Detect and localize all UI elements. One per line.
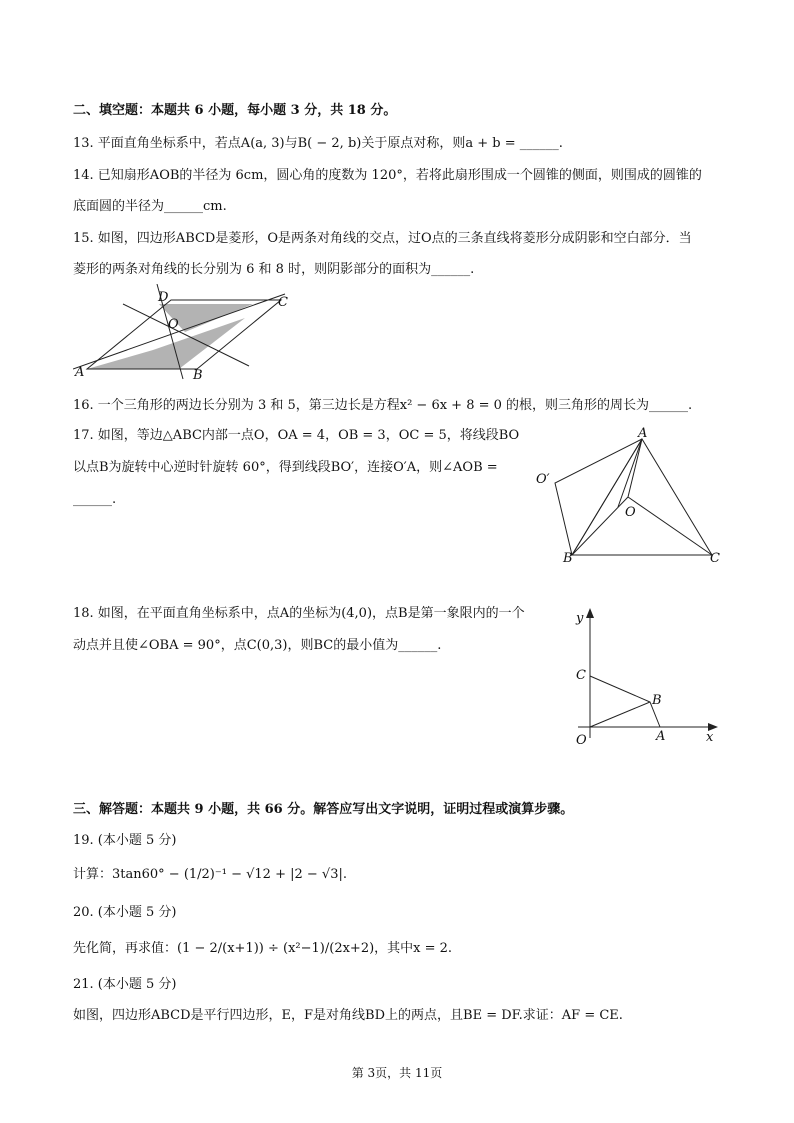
- fig17-label-o-prime: O′: [536, 472, 550, 487]
- fig17-label-b: B: [563, 551, 573, 566]
- question-18-line2: 动点并且使∠OBA = 90°，点C(0,3)，则BC的最小值为______.: [73, 638, 442, 653]
- question-19-title: 19. (本小题 5 分): [73, 833, 177, 848]
- section2-header: 二、填空题：本题共 6 小题，每小题 3 分，共 18 分。: [73, 103, 397, 118]
- fig17-triangle-abc: [572, 439, 712, 555]
- fig17-segment-ob: [572, 497, 628, 555]
- fig18-y-arrow: [586, 608, 594, 618]
- fig18-label-y: y: [576, 611, 584, 626]
- question-19-body: 计算：3tan60° − (1/2)⁻¹ − √12 + |2 − √3|.: [73, 867, 347, 882]
- fig18-segment-ob: [590, 702, 650, 727]
- fig15-label-c: C: [278, 295, 288, 310]
- fig17-label-c: C: [710, 551, 720, 566]
- question-17-line3: ______.: [73, 492, 117, 507]
- question-20-body: 先化简，再求值：(1 − 2/(x+1)) ÷ (x²−1)/(2x+2)，其中x = 2.: [73, 941, 453, 956]
- fig17-label-a: A: [638, 426, 648, 441]
- section3-header: 三、解答题：本题共 9 小题，共 66 分。解答应写出文字说明，证明过程或演算步骤。: [73, 802, 574, 817]
- figure-15-rhombus: [73, 284, 303, 384]
- figure-17-triangle: [530, 425, 730, 570]
- question-13: 13. 平面直角坐标系中，若点A(a, 3)与B( − 2, b)关于原点对称，则a + b = ______.: [73, 136, 563, 151]
- fig15-label-d: D: [158, 290, 169, 305]
- question-15-line2: 菱形的两条对角线的长分别为 6 和 8 时，则阴影部分的面积为______.: [73, 262, 475, 277]
- fig18-label-c: C: [576, 668, 586, 683]
- page-footer: 第 3页，共 11页: [351, 1066, 443, 1080]
- fig18-label-b: B: [652, 693, 662, 708]
- question-14-line1: 14. 已知扇形AOB的半径为 6cm，圆心角的度数为 120°，若将此扇形围成一个圆锥的侧面，则围成的圆锥的: [73, 168, 702, 183]
- fig15-label-b: B: [193, 368, 203, 383]
- question-16: 16. 一个三角形的两边长分别为 3 和 5，第三边长是方程x² − 6x + 8 = 0 的根，则三角形的周长为______.: [73, 398, 693, 413]
- fig18-label-a: A: [656, 729, 666, 744]
- fig17-segment-oc: [628, 497, 712, 555]
- figure-18-coordinates: [568, 600, 728, 750]
- question-21-body: 如图，四边形ABCD是平行四边形，E，F是对角线BD上的两点，且BE = DF.求证：AF = CE.: [73, 1008, 623, 1023]
- question-17-line2: 以点B为旋转中心逆时针旋转 60°，得到线段BO′，连接O′A，则∠AOB =: [73, 460, 498, 475]
- question-15-line1: 15. 如图，四边形ABCD是菱形，O是两条对角线的交点，过O点的三条直线将菱形分成阴影和空白部分．当: [73, 231, 692, 246]
- question-14-line2: 底面圆的半径为______cm.: [73, 199, 227, 214]
- fig17-rotated-segment: [555, 439, 642, 555]
- question-21-title: 21. (本小题 5 分): [73, 977, 177, 992]
- question-18-line1: 18. 如图，在平面直角坐标系中，点A的坐标为(4,0)，点B是第一象限内的一个: [73, 606, 525, 621]
- fig18-label-o: O: [576, 733, 587, 748]
- fig17-label-o: O: [625, 505, 636, 520]
- fig17-segment-oa: [628, 439, 642, 497]
- question-20-title: 20. (本小题 5 分): [73, 905, 177, 920]
- fig18-segments-cb-ba: [590, 676, 660, 727]
- fig15-label-a: A: [75, 365, 85, 380]
- fig18-label-x: x: [706, 730, 714, 745]
- fig15-label-o: O: [168, 317, 179, 332]
- question-17-line1: 17. 如图，等边△ABC内部一点O，OA = 4，OB = 3，OC = 5，将线段BO: [73, 428, 520, 443]
